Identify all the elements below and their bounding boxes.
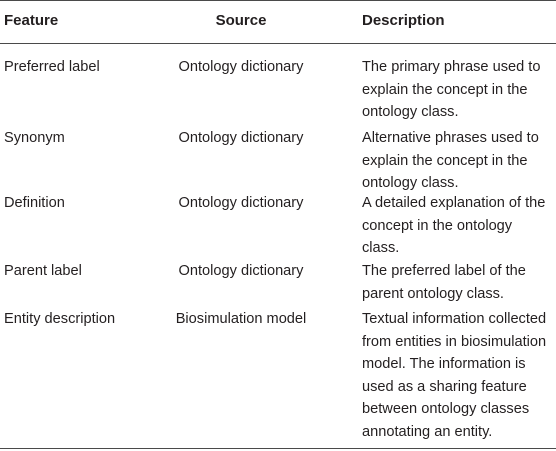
description-line: between ontology classes (362, 401, 530, 417)
feature-cell: Definition (4, 195, 65, 211)
feature-cell: Entity description (4, 311, 116, 327)
description-line: explain the concept in the (362, 152, 528, 169)
description-line: ontology class. (362, 175, 459, 191)
source-cell: Biosimulation model (175, 311, 307, 327)
description-line: A detailed explanation of the (362, 195, 546, 211)
description-cell (362, 192, 545, 260)
feature-cell: Parent label (4, 263, 82, 279)
description-cell (362, 127, 539, 195)
source-cell: Ontology dictionary (178, 263, 304, 279)
description-line: class. (362, 240, 400, 256)
description-line: used as a sharing feature (362, 378, 527, 395)
description-line: The preferred label of the (362, 263, 526, 279)
description-line: Alternative phrases used to (362, 130, 539, 146)
feature-cell: Preferred label (4, 59, 100, 75)
description-line: annotating an entity. (362, 423, 493, 440)
description-cell (362, 308, 546, 443)
table-top-rule (0, 0, 556, 1)
table-bottom-rule (0, 448, 556, 449)
header-source: Source (215, 12, 267, 29)
description-line: explain the concept in the (362, 81, 528, 98)
description-line: concept in the ontology (362, 217, 513, 234)
feature-cell: Synonym (4, 130, 65, 146)
source-cell: Ontology dictionary (178, 195, 304, 211)
header-description: Description (362, 12, 445, 29)
description-line: Textual information collected (362, 311, 547, 327)
description-cell (362, 56, 540, 124)
description-line: parent ontology class. (362, 285, 504, 302)
description-line: ontology class. (362, 104, 459, 120)
description-line: from entities in biosimulation (362, 333, 547, 350)
description-line: model. The information is (362, 356, 526, 372)
source-cell: Ontology dictionary (178, 130, 304, 146)
description-line: The primary phrase used to (362, 59, 541, 75)
header-feature: Feature (4, 12, 59, 29)
table-header-rule (0, 43, 556, 44)
source-cell: Ontology dictionary (178, 59, 304, 75)
description-cell (362, 260, 526, 305)
